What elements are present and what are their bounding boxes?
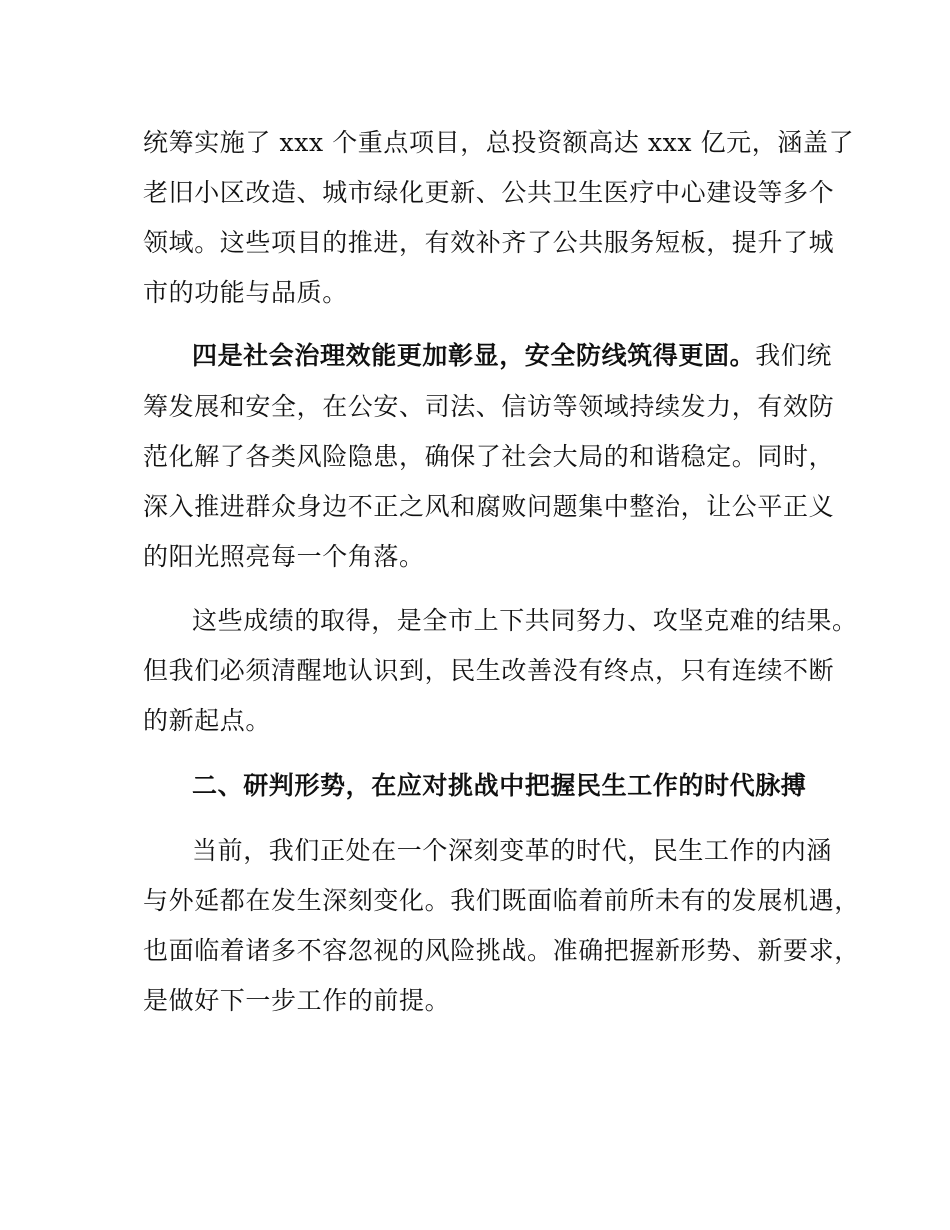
paragraph-1-line-2: 老旧小区改造、城市绿化更新、公共卫生医疗中心建设等多个 (143, 178, 835, 207)
paragraph-1-line-3: 领域。这些项目的推进，有效补齐了公共服务短板，提升了城 (143, 228, 835, 257)
paragraph-1-line-1: 统筹实施了 xxx 个重点项目，总投资额高达 xxx 亿元，涵盖了 (143, 128, 855, 157)
paragraph-3-line-1: 这些成绩的取得，是全市上下共同努力、攻坚克难的结果。 (192, 606, 858, 635)
paragraph-4-line-3: 也面临着诸多不容忽视的风险挑战。准确把握新形势、新要求， (143, 936, 860, 965)
section-heading-2: 二、研判形势，在应对挑战中把握民生工作的时代脉搏 (192, 771, 807, 800)
paragraph-2-line-4: 深入推进群众身边不正之风和腐败问题集中整治，让公平正义 (143, 492, 835, 521)
paragraph-1-line-4: 市的功能与品质。 (143, 278, 348, 307)
paragraph-2-line-2: 筹发展和安全，在公安、司法、信访等领域持续发力，有效防 (143, 392, 835, 421)
paragraph-3-line-2: 但我们必须清醒地认识到，民生改善没有终点，只有连续不断 (143, 656, 835, 685)
paragraph-3-line-3: 的新起点。 (143, 706, 272, 735)
paragraph-2-line-5: 的阳光照亮每一个角落。 (143, 542, 425, 571)
paragraph-2-line-3: 范化解了各类风险隐患，确保了社会大局的和谐稳定。同时， (143, 442, 835, 471)
paragraph-4-line-1: 当前，我们正处在一个深刻变革的时代，民生工作的内涵 (192, 836, 833, 865)
paragraph-2-line-1-rest: 我们统 (755, 341, 833, 370)
paragraph-2-bold-lead: 四是社会治理效能更加彰显，安全防线筑得更固。 (192, 341, 756, 370)
paragraph-2-line-1 (192, 341, 832, 371)
paragraph-4-line-4: 是做好下一步工作的前提。 (143, 986, 451, 1015)
paragraph-4-line-2: 与外延都在发生深刻变化。我们既面临着前所未有的发展机遇， (143, 886, 860, 915)
